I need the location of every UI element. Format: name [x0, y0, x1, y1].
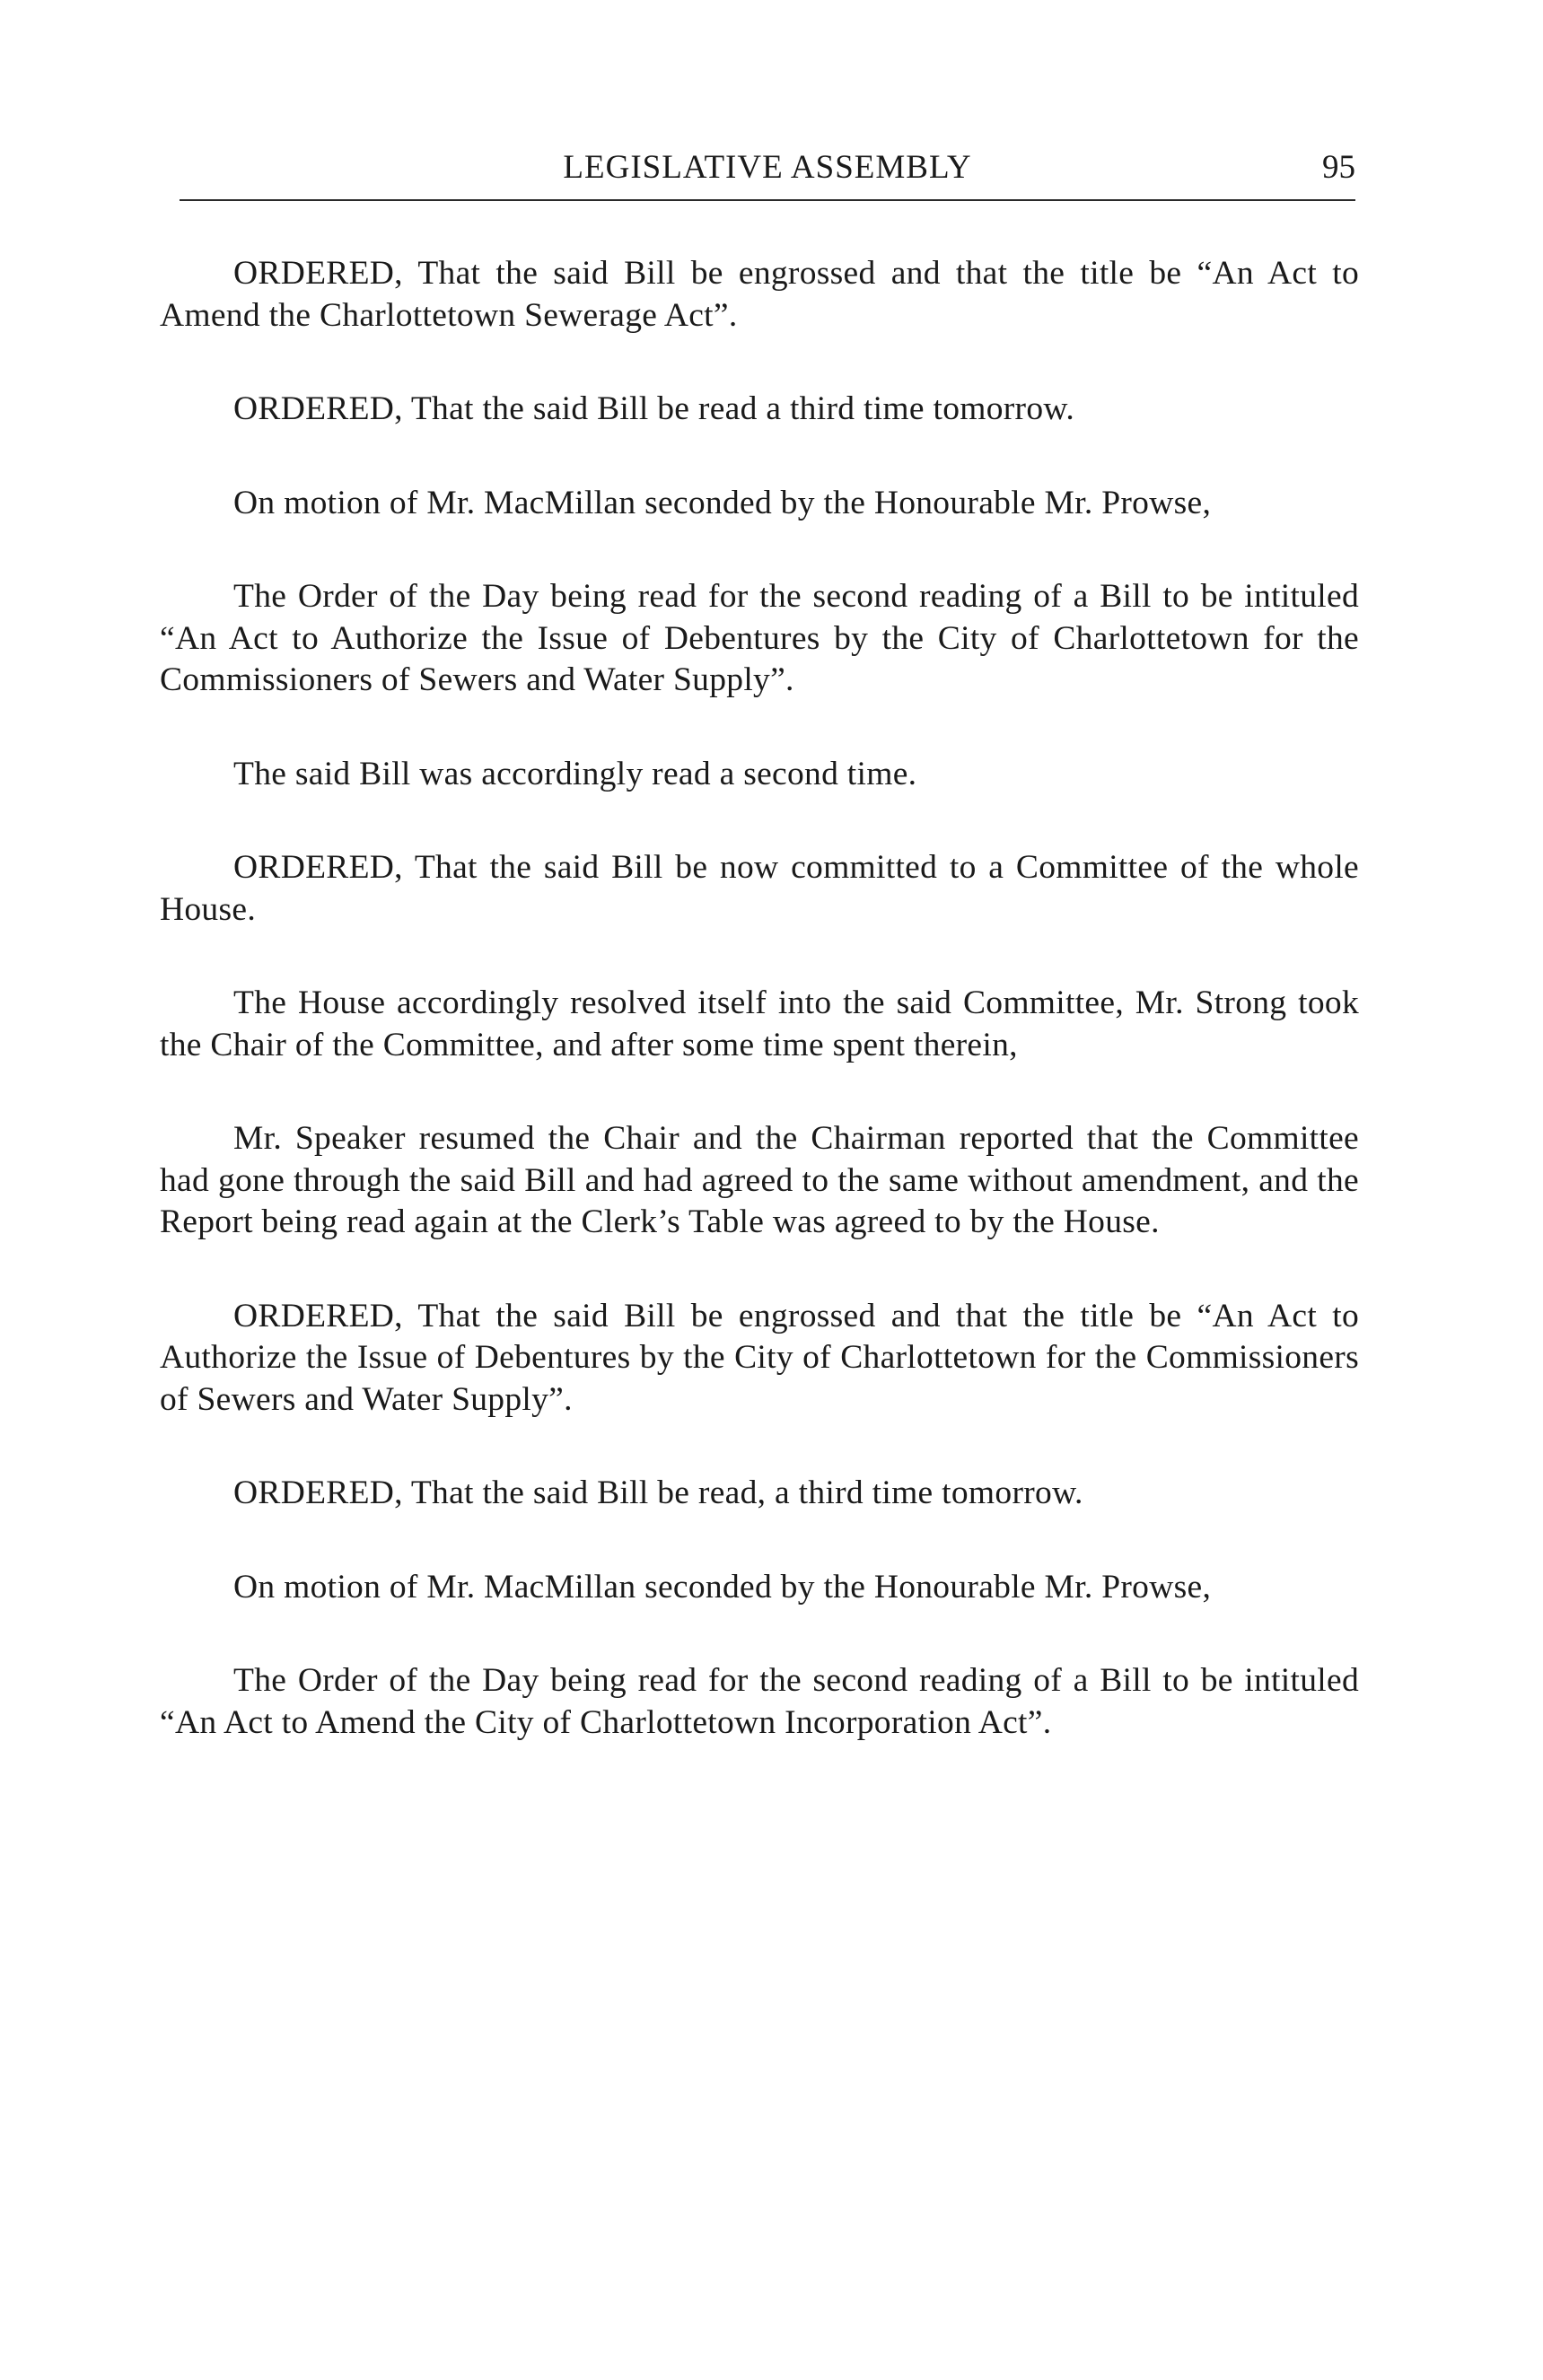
- paragraph-read-second-time: The said Bill was accordingly read a second time.: [233, 755, 917, 792]
- paragraph-ordered-third-reading-2: ORDERED, That the said Bill be read, a third time tomorrow.: [233, 1474, 1083, 1511]
- paragraph-motion-2: On motion of Mr. MacMillan seconded by the Honourable Mr. Prowse,: [233, 1568, 1212, 1606]
- paragraph-house-resolved: The House accordingly resolved itself into the said Committee, Mr. Strong took the Chair of the Committee, and after some time spent therein,: [160, 984, 1359, 1063]
- header-rule: [180, 199, 1355, 201]
- page-number: 95: [1322, 149, 1355, 186]
- paragraph-order-of-day-incorporation: The Order of the Day being read for the second reading of a Bill to be intituled “An Act to Amend the City of Charlottetown Incorporation Act”.: [160, 1662, 1359, 1741]
- body-text: [160, 253, 1359, 1744]
- paragraph-ordered-engrossed-debentures: ORDERED, That the said Bill be engrossed and that the title be “An Act to Authorize the Issue of Debentures by the City of Charlottetown for the Commissioners of Sewers and Water Supply”.: [160, 1297, 1359, 1418]
- paragraph-motion: On motion of Mr. MacMillan seconded by the Honourable Mr. Prowse,: [233, 484, 1212, 521]
- paragraph-ordered-third-reading: ORDERED, That the said Bill be read a third time tomorrow.: [233, 390, 1075, 427]
- paragraph-order-of-day-debentures: The Order of the Day being read for the second reading of a Bill to be intituled “An Act to Authorize the Issue of Debentures by the City of Charlottetown for the Commissioners of Sewers and Water Supply”.: [160, 578, 1359, 698]
- paragraph-ordered-engrossed-sewerage: ORDERED, That the said Bill be engrossed and that the title be “An Act to Amend the Charlottetown Sewerage Act”.: [160, 255, 1359, 334]
- running-head-title: LEGISLATIVE ASSEMBLY: [563, 149, 972, 186]
- paragraph-ordered-committed: ORDERED, That the said Bill be now committed to a Committee of the whole House.: [160, 849, 1359, 928]
- paragraph-speaker-resumed: Mr. Speaker resumed the Chair and the Chairman reported that the Committee had gone through the said Bill and had agreed to the same without amendment, and the Report being read again at the Clerk’s Table was agreed to by the House.: [160, 1120, 1359, 1240]
- page-header: [180, 148, 1355, 202]
